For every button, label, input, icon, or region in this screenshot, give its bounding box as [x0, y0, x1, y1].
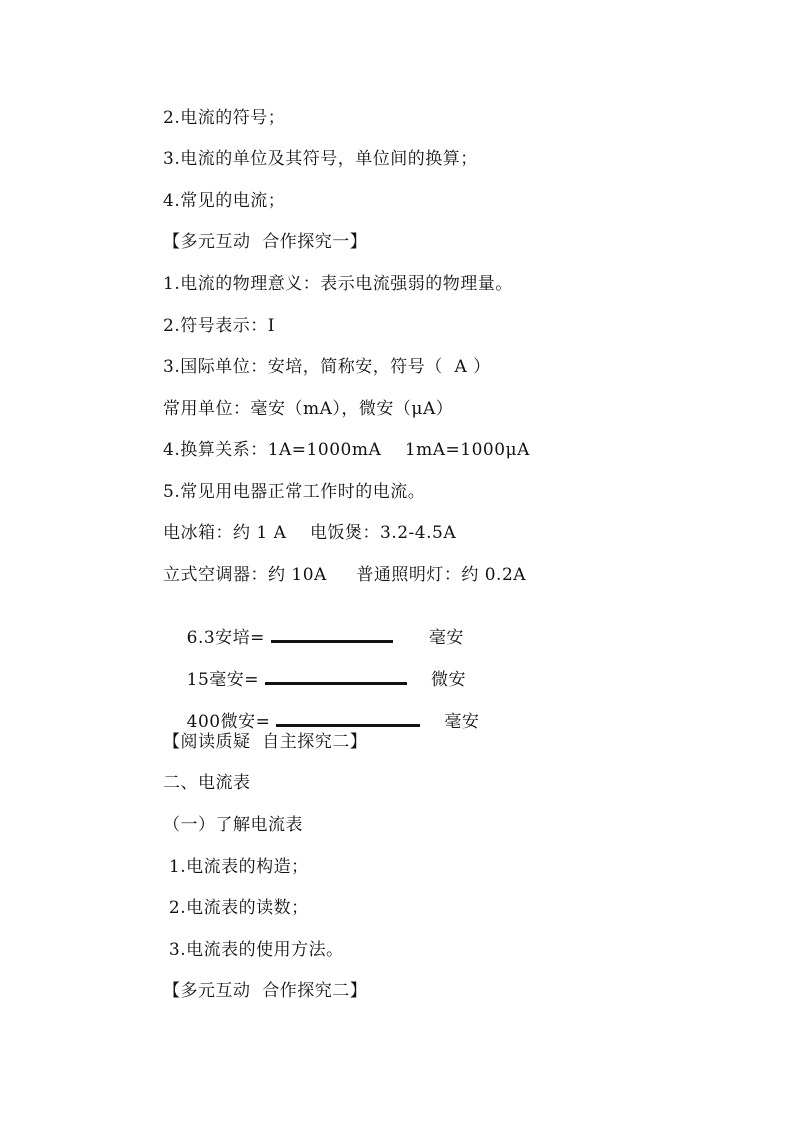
exercise-prefix: 6.3安培= — [186, 628, 265, 648]
text-line: 4.换算关系：1A=1000mA 1mA=1000μA — [163, 440, 530, 460]
text-line: 电冰箱：约 1 A 电饭煲：3.2-4.5A — [163, 523, 457, 543]
section-heading: 【多元互动 合作探究二】 — [163, 981, 368, 1001]
text-line: 4.常见的电流； — [163, 191, 286, 211]
exercise-prefix: 15毫安= — [186, 670, 260, 690]
answer-blank[interactable] — [271, 630, 393, 643]
text-line: （一）了解电流表 — [163, 815, 303, 835]
text-line: 1.电流表的构造； — [163, 857, 309, 877]
text-line: 3.电流表的使用方法。 — [163, 940, 344, 960]
text-line: 立式空调器：约 10A 普通照明灯：约 0.2A — [163, 565, 527, 585]
answer-blank[interactable] — [276, 714, 420, 727]
text-line: 1.电流的物理意义：表示电流强弱的物理量。 — [163, 274, 513, 294]
text-line: 3.电流的单位及其符号，单位间的换算； — [163, 149, 478, 169]
text-line: 5.常见用电器正常工作时的电流。 — [163, 482, 426, 502]
exercise-suffix: 毫安 — [444, 712, 480, 732]
exercise-suffix: 毫安 — [428, 628, 464, 648]
text-line: 二、电流表 — [163, 773, 251, 793]
section-heading: 【阅读质疑 自主探究二】 — [163, 732, 368, 752]
text-line: 2.电流的符号； — [163, 108, 286, 128]
answer-blank[interactable] — [265, 672, 407, 685]
text-line: 2.符号表示：I — [163, 316, 275, 336]
exercise-suffix: 微安 — [431, 670, 467, 690]
text-line: 3.国际单位：安培，简称安，符号（ A ） — [163, 357, 491, 377]
exercise-prefix: 400微安= — [186, 712, 271, 732]
text-line: 常用单位：毫安（mA），微安（μA） — [163, 399, 454, 419]
text-line: 2.电流表的读数； — [163, 898, 309, 918]
section-heading: 【多元互动 合作探究一】 — [163, 232, 368, 252]
